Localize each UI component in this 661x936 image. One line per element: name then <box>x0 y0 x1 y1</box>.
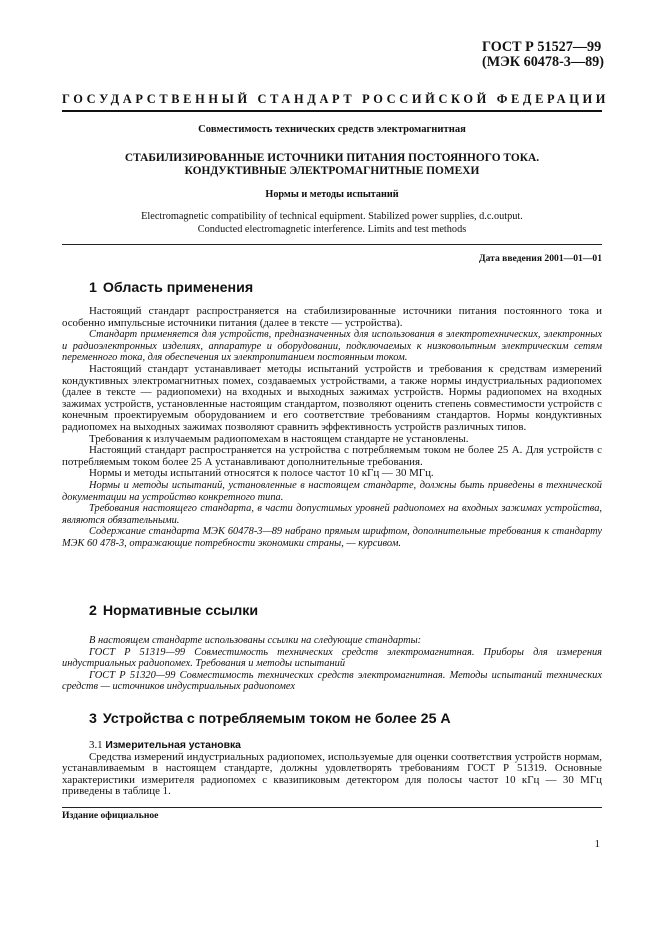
paragraph: Требования к излучаемым радиопомехам в настоящем стандарте не установлены. <box>89 432 469 445</box>
paragraph: Настоящий стандарт устанавливает методы испытаний устройств и требования к средствам измерений кондуктивных электромагнитных помех, создаваемых устройствами, а также нормы индустриальных радиопомех (далее в тексте — радиопомехи) на входных и выходных зажимах устройств. Нормы радиопомех на входных зажимах устройств, установленные настоящим стандартом, позволяют оценить степень совместимости устройств с конечным проектируемым оборудованием и его соответствие требованиям стандартов. Нормы кондуктивных радиопомех на выходных зажимах позволяют сравнить эффективность устройств различных типов. <box>62 362 602 433</box>
footer-divider <box>62 807 602 808</box>
subsection-number: 3.1 <box>89 739 103 751</box>
official-edition-label: Издание официальное <box>62 810 159 821</box>
paragraph-italic: Стандарт применяется для устройств, предназначенных для использования в электротехнических, электронных и радиоэлектронных изделиях, аппаратуре и оборудовании, подключаемых к низковольтным электрическим сетям переменного тока, для обеспечения их электропитанием постоянным током. <box>62 329 602 364</box>
section-2-body <box>62 635 602 693</box>
page-number: 1 <box>594 838 600 850</box>
standard-number: ГОСТ Р 51527—99 <box>482 39 602 55</box>
subsection-title: Измерительная установка <box>105 740 241 751</box>
document-subject: Совместимость технических средств электромагнитная <box>198 124 466 135</box>
section-3-number: 3 <box>89 711 97 727</box>
english-title-line-2: Conducted electromagnetic interference. Limits and test methods <box>197 224 467 235</box>
paragraph: Нормы и методы испытаний относятся к полосе частот 10 кГц — 30 МГц. <box>89 467 434 480</box>
english-title-line-1: Electromagnetic compatibility of technical equipment. Stabilized power supplies, d.c.output. <box>141 211 523 222</box>
section-1-number: 1 <box>89 280 97 296</box>
document-subtitle: Нормы и методы испытаний <box>265 189 399 200</box>
paragraph: Средства измерений индустриальных радиопомех, используемые для оценки соответствия устройств нормам, устанавливаемым в настоящем стандарте, должны удовлетворять требованиям ГОСТ Р 51319. Основные характеристики измерителя радиопомех с квазипиковым детектором для полосы частот 10 кГц — 30 МГц приведены в таблице 1. <box>62 750 602 798</box>
paragraph: Настоящий стандарт распространяется на стабилизированные источники питания постоянного тока и особенно импульсные источники питания (далее в тексте — устройства). <box>62 305 602 329</box>
title-line-1: СТАБИЛИЗИРОВАННЫЕ ИСТОЧНИКИ ПИТАНИЯ ПОСТОЯННОГО ТОКА. <box>124 152 540 164</box>
document-title <box>62 152 602 177</box>
paragraph-italic: Нормы и методы испытаний, установленные в настоящем стандарте, должны быть приведены в технической документации на устройство конкретного типа. <box>62 479 602 503</box>
date-divider <box>62 244 602 245</box>
section-1-body <box>62 306 602 549</box>
subsection-3-1-heading <box>62 740 602 752</box>
section-1-title: Область применения <box>102 280 254 296</box>
iec-number: (МЭК 60478-3—89) <box>482 54 604 70</box>
title-line-2: КОНДУКТИВНЫЕ ЭЛЕКТРОМАГНИТНЫЕ ПОМЕХИ <box>184 164 480 177</box>
section-2-heading <box>89 603 258 619</box>
banner-divider <box>62 110 602 112</box>
reference-entry: ГОСТ Р 51320—99 Совместимость технических средств электромагнитная. Методы испытаний технических средств — источников индустриальных радиопомех <box>62 669 602 693</box>
section-3-body <box>62 740 602 798</box>
paragraph-italic: Содержание стандарта МЭК 60478-3—89 набрано прямым шрифтом, дополнительные требования к стандарту МЭК 60 478-3, отражающие потребности экономики страны, — курсивом. <box>62 526 602 549</box>
paragraph-italic: В настоящем стандарте использованы ссылки на следующие стандарты: <box>89 635 422 646</box>
state-standard-banner: ГОСУДАРСТВЕННЫЙ СТАНДАРТ РОССИЙСКОЙ ФЕДЕРАЦИИ <box>62 92 610 106</box>
section-2-number: 2 <box>89 603 97 619</box>
introduction-date: Дата введения 2001—01—01 <box>479 253 602 264</box>
section-3-title: Устройства с потребляемым током не более 25 А <box>102 711 451 727</box>
section-1-heading <box>89 280 253 296</box>
section-2-title: Нормативные ссылки <box>102 603 259 619</box>
paragraph: Настоящий стандарт распространяется на устройства с потребляемым током не более 25 А. Для устройств с потребляемым током более 25 А устанавливают дополнительные требования. <box>62 444 602 468</box>
section-3-heading <box>89 711 451 727</box>
reference-entry: ГОСТ Р 51319—99 Совместимость технических средств электромагнитная. Приборы для измерения индустриальных радиопомех. Требования и методы испытаний <box>62 646 602 670</box>
paragraph-italic: Требования настоящего стандарта, в части допустимых уровней радиопомех на входных зажимах устройства, являются обязательными. <box>62 503 602 526</box>
english-title <box>62 210 602 236</box>
standard-designation <box>482 40 604 70</box>
